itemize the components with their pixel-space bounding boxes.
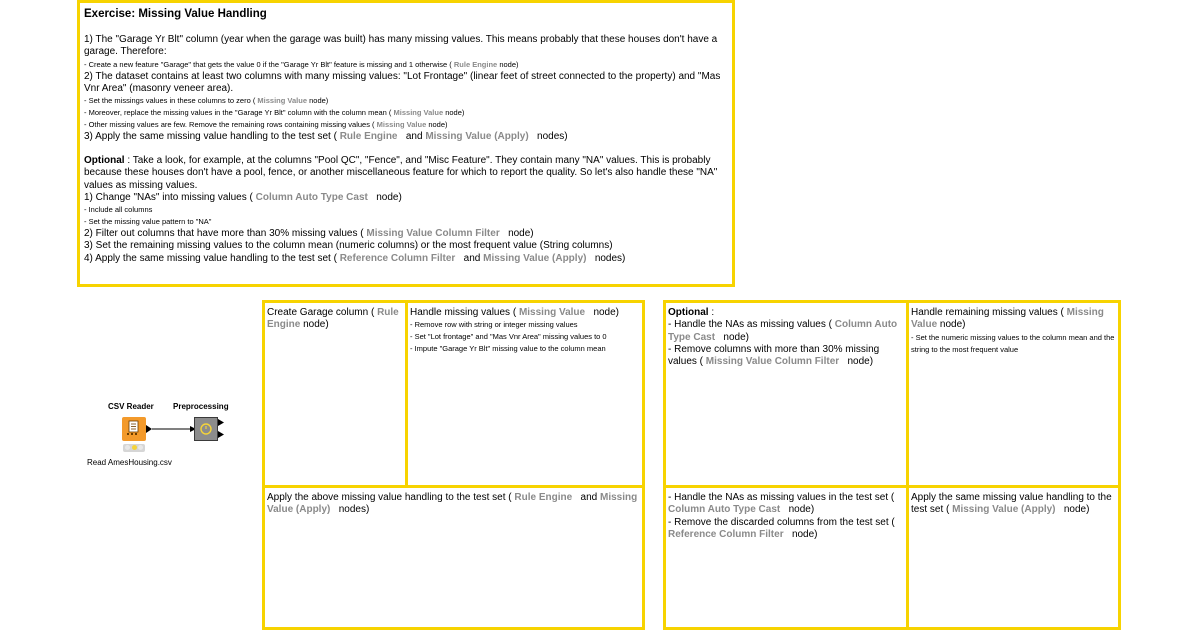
exercise-optional-step-2: 2) Filter out columns that have more than 30% missing values ( Missing Value Column Filter node)	[84, 228, 534, 240]
csv-reader-caption: Read AmesHousing.csv	[87, 458, 172, 467]
annotation-apply-test-text: Apply the above missing value handling to the test set ( Rule Engine and Missing Value (Apply) nodes)	[267, 492, 638, 516]
csv-reader-status-light	[123, 444, 145, 452]
annotation-test-nas-line-1: - Handle the NAs as missing values in the test set ( Column Auto Type Cast node)	[668, 492, 895, 516]
annotation-handle-missing[interactable]	[405, 300, 645, 488]
metanode-icon	[195, 418, 217, 440]
exercise-step-1: 1) The "Garage Yr Blt" column (year when the garage was built) has many missing values. This means probably that these houses don't have a garage. Therefore:	[84, 34, 718, 58]
annotation-handle-missing-text: Handle missing values ( Missing Value node)	[410, 307, 620, 318]
annotation-optional[interactable]	[663, 300, 909, 488]
status-light-green	[138, 445, 143, 450]
csv-file-icon	[122, 417, 146, 441]
annotation-create-garage[interactable]	[262, 300, 408, 488]
exercise-step-2-sub-3: - Other missing values are few. Remove the remaining rows containing missing values ( Missing Value node)	[84, 119, 448, 129]
annotation-test-nas[interactable]	[663, 485, 909, 630]
exercise-optional-step-3: 3) Set the remaining missing values to the column mean (numeric columns) or the most frequent value (String columns)	[84, 240, 613, 252]
annotation-apply-same[interactable]	[906, 485, 1121, 630]
exercise-optional-step-4: 4) Apply the same missing value handling to the test set ( Reference Column Filter and Missing Value (Apply) nodes)	[84, 252, 626, 264]
preprocessing-output-port-2[interactable]	[218, 431, 224, 438]
exercise-optional-step-1-sub-1: - Include all columns	[84, 205, 153, 215]
preprocessing-label: Preprocessing	[173, 402, 229, 411]
annotation-optional-title: Optional :	[668, 307, 715, 318]
status-light-red	[125, 445, 130, 450]
annotation-create-garage-text: Create Garage column ( Rule Engine node)	[267, 307, 399, 331]
exercise-step-2-sub-2: - Moreover, replace the missing values in the "Garage Yr Blt" column with the column mean ( Missing Value node)	[84, 108, 465, 117]
preprocessing-metanode[interactable]	[194, 417, 218, 441]
annotation-remaining-missing[interactable]	[906, 300, 1121, 488]
exercise-step-3: 3) Apply the same missing value handling to the test set ( Rule Engine and Missing Value (Apply) nodes)	[84, 130, 568, 142]
annotation-remaining-sub: - Set the numeric missing values to the column mean and the string to the most frequent value	[911, 332, 1115, 354]
csv-reader-node[interactable]	[122, 417, 146, 441]
exercise-optional-step-1: 1) Change "NAs" into missing values ( Column Auto Type Cast node)	[84, 192, 402, 203]
exercise-title: Exercise: Missing Value Handling	[84, 8, 267, 20]
status-light-yellow	[132, 445, 137, 450]
exercise-step-2-sub-1: - Set the missings values in these columns to zero ( Missing Value node)	[84, 96, 329, 106]
preprocessing-output-port-1[interactable]	[218, 419, 224, 426]
connection-csv-to-preprocessing	[152, 426, 196, 432]
annotation-handle-missing-sub-2: - Set "Lot frontage" and "Mas Vnr Area" missing values to 0	[410, 332, 607, 342]
annotation-optional-line-1: - Handle the NAs as missing values ( Column Auto Type Cast node)	[668, 319, 898, 343]
exercise-step-1-sub: - Create a new feature "Garage" that gets the value 0 if the "Garage Yr Blt" feature is missing and 1 otherwise ( Rule Engine node)	[84, 59, 519, 69]
annotation-handle-missing-sub-3: - Impute "Garage Yr Blt" missing value to the column mean	[410, 344, 606, 354]
exercise-step-2: 2) The dataset contains at least two columns with many missing values: "Lot Frontage" (linear feet of street connected to the property) and "Mas Vnr Area" (masonry veneer area).	[84, 70, 721, 94]
annotation-handle-missing-sub-1: - Remove row with string or integer missing values	[410, 320, 578, 330]
annotation-apply-same-text: Apply the same missing value handling to the test set ( Missing Value (Apply) node)	[911, 492, 1112, 516]
annotation-remaining-text: Handle remaining missing values ( Missing Value node)	[911, 307, 1104, 331]
exercise-optional: Optional : Take a look, for example, at the columns "Pool QC", "Fence", and "Misc Feature". They contain many "NA" values. This is probably because these houses don't have a pool, fence, or another miscellaneous feature for which to report the quality. So let's also handle these "NA" values as missing values.	[84, 155, 718, 191]
exercise-optional-step-1-sub-2: - Set the missing value pattern to "NA"	[84, 217, 212, 227]
annotation-optional-line-2: - Remove columns with more than 30% missing values ( Missing Value Column Filter node)	[668, 343, 880, 368]
csv-reader-label: CSV Reader	[108, 402, 154, 411]
annotation-test-nas-line-2: - Remove the discarded columns from the test set ( Reference Column Filter node)	[668, 516, 895, 540]
exercise-annotation[interactable]	[77, 0, 735, 287]
annotation-apply-test[interactable]	[262, 485, 645, 630]
